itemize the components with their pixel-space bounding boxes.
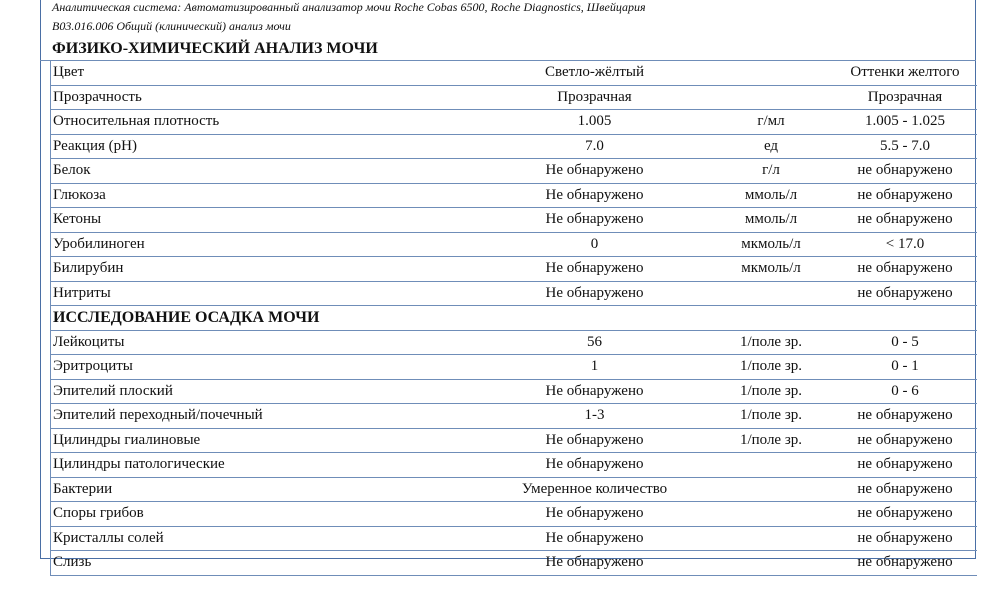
test-reference: не обнаружено <box>834 257 977 282</box>
test-value: Не обнаружено <box>481 183 709 208</box>
test-name: Бактерии <box>51 477 481 502</box>
test-unit: ммоль/л <box>709 183 834 208</box>
table-row <box>51 85 977 110</box>
table-row <box>51 208 977 233</box>
test-name: Реакция (pH) <box>51 134 481 159</box>
test-unit <box>709 85 834 110</box>
table-row <box>51 134 977 159</box>
test-reference: не обнаружено <box>834 208 977 233</box>
table-row <box>51 61 977 85</box>
test-name: Белок <box>51 159 481 184</box>
table-row <box>51 257 977 282</box>
test-name: Кетоны <box>51 208 481 233</box>
test-unit <box>709 61 834 85</box>
test-reference: Оттенки желтого <box>834 61 977 85</box>
test-reference: не обнаружено <box>834 428 977 453</box>
test-value: 0 <box>481 232 709 257</box>
table-row <box>51 355 977 380</box>
test-unit: ед <box>709 134 834 159</box>
test-value: Не обнаружено <box>481 159 709 184</box>
test-name: Цвет <box>51 61 481 85</box>
test-value: Не обнаружено <box>481 428 709 453</box>
test-reference: не обнаружено <box>834 551 977 576</box>
table-row <box>51 551 977 576</box>
table-row <box>51 404 977 429</box>
test-name: Споры грибов <box>51 502 481 527</box>
test-value: 56 <box>481 330 709 355</box>
test-unit <box>709 281 834 306</box>
test-reference: не обнаружено <box>834 281 977 306</box>
test-reference: не обнаружено <box>834 502 977 527</box>
test-unit: 1/поле зр. <box>709 355 834 380</box>
table-row <box>51 379 977 404</box>
test-name: Билирубин <box>51 257 481 282</box>
test-name: Глюкоза <box>51 183 481 208</box>
test-value: Умеренное количество <box>481 477 709 502</box>
test-name: Эпителий плоский <box>51 379 481 404</box>
test-unit: мкмоль/л <box>709 232 834 257</box>
sediment-table <box>50 306 977 576</box>
test-unit <box>709 477 834 502</box>
test-reference: Прозрачная <box>834 85 977 110</box>
table-row <box>51 453 977 478</box>
test-value: Не обнаружено <box>481 208 709 233</box>
test-name: Нитриты <box>51 281 481 306</box>
test-name: Кристаллы солей <box>51 526 481 551</box>
test-value: 7.0 <box>481 134 709 159</box>
test-unit: 1/поле зр. <box>709 404 834 429</box>
test-unit <box>709 453 834 478</box>
test-reference: не обнаружено <box>834 477 977 502</box>
test-value: Не обнаружено <box>481 257 709 282</box>
physchem-table <box>50 61 977 306</box>
lab-report <box>40 0 976 576</box>
test-name: Слизь <box>51 551 481 576</box>
section-title-sediment: ИССЛЕДОВАНИЕ ОСАДКА МОЧИ <box>51 306 977 330</box>
test-value: Не обнаружено <box>481 281 709 306</box>
test-name: Эпителий переходный/почечный <box>51 404 481 429</box>
test-unit: мкмоль/л <box>709 257 834 282</box>
sediment-table-body <box>51 330 977 575</box>
test-reference: < 17.0 <box>834 232 977 257</box>
table-row <box>51 281 977 306</box>
section-row-sediment <box>51 306 977 330</box>
test-unit: 1/поле зр. <box>709 428 834 453</box>
test-reference: не обнаружено <box>834 453 977 478</box>
table-row <box>51 110 977 135</box>
test-unit: ммоль/л <box>709 208 834 233</box>
test-name: Цилиндры патологические <box>51 453 481 478</box>
test-value: Не обнаружено <box>481 453 709 478</box>
test-reference: не обнаружено <box>834 404 977 429</box>
test-value: Не обнаружено <box>481 379 709 404</box>
test-value: Не обнаружено <box>481 526 709 551</box>
test-reference: 0 - 5 <box>834 330 977 355</box>
test-reference: не обнаружено <box>834 183 977 208</box>
test-unit <box>709 526 834 551</box>
test-value: Не обнаружено <box>481 551 709 576</box>
test-value: 1 <box>481 355 709 380</box>
test-name: Относительная плотность <box>51 110 481 135</box>
test-unit <box>709 551 834 576</box>
table-row <box>51 183 977 208</box>
test-value: 1-3 <box>481 404 709 429</box>
table-row <box>51 477 977 502</box>
test-value: 1.005 <box>481 110 709 135</box>
test-value: Прозрачная <box>481 85 709 110</box>
table-row <box>51 502 977 527</box>
test-reference: не обнаружено <box>834 159 977 184</box>
physchem-table-body <box>51 61 977 306</box>
test-name: Эритроциты <box>51 355 481 380</box>
test-name: Лейкоциты <box>51 330 481 355</box>
test-reference: не обнаружено <box>834 526 977 551</box>
test-unit: 1/поле зр. <box>709 379 834 404</box>
test-name: Цилиндры гиалиновые <box>51 428 481 453</box>
analyzer-system-line: Аналитическая система: Автоматизированный анализатор мочи Roche Cobas 6500, Roche Diagnostics, Швейцария <box>52 0 646 14</box>
test-value: Светло-жёлтый <box>481 61 709 85</box>
test-name: Прозрачность <box>51 85 481 110</box>
test-reference: 0 - 6 <box>834 379 977 404</box>
test-reference: 0 - 1 <box>834 355 977 380</box>
test-reference: 5.5 - 7.0 <box>834 134 977 159</box>
section-title-physchem: ФИЗИКО-ХИМИЧЕСКИЙ АНАЛИЗ МОЧИ <box>40 37 976 61</box>
test-name: Уробилиноген <box>51 232 481 257</box>
test-value: Не обнаружено <box>481 502 709 527</box>
test-unit: г/мл <box>709 110 834 135</box>
test-unit: 1/поле зр. <box>709 330 834 355</box>
table-row <box>51 526 977 551</box>
table-row <box>51 159 977 184</box>
test-unit <box>709 502 834 527</box>
table-row <box>51 330 977 355</box>
test-reference: 1.005 - 1.025 <box>834 110 977 135</box>
table-row <box>51 232 977 257</box>
table-row <box>51 428 977 453</box>
test-unit: г/л <box>709 159 834 184</box>
test-code-line: B03.016.006 Общий (клинический) анализ мочи <box>52 19 291 33</box>
